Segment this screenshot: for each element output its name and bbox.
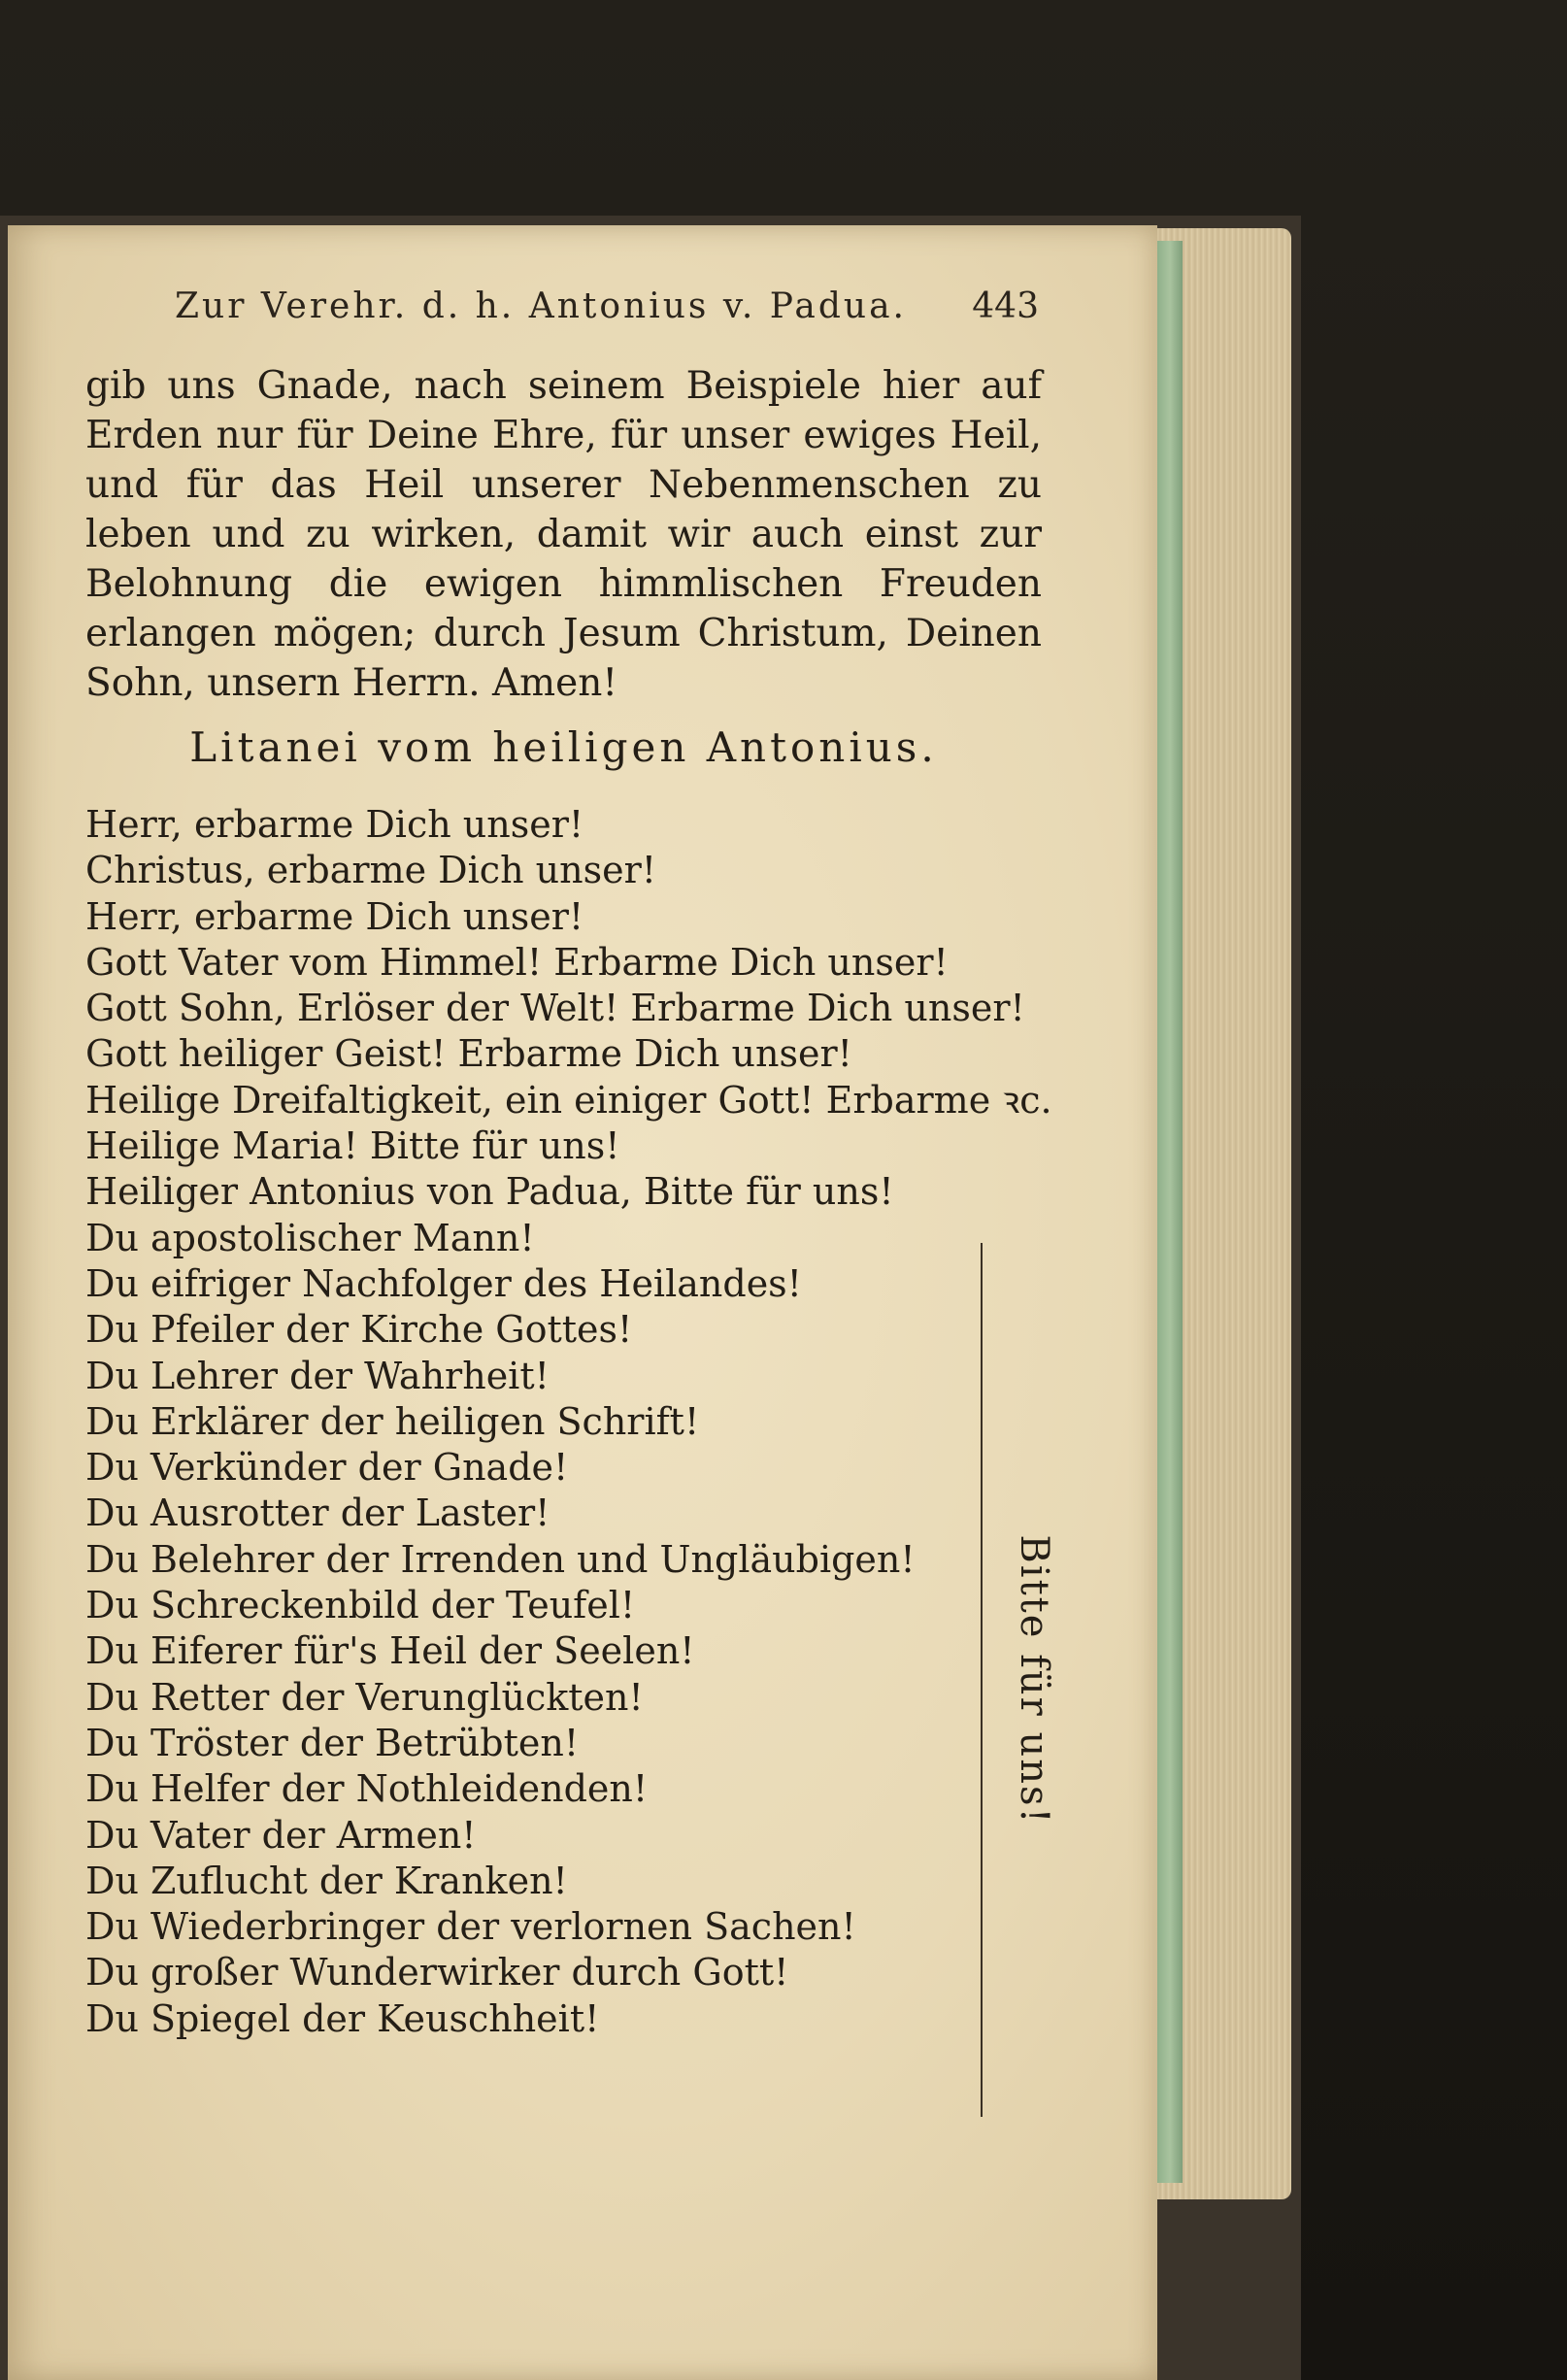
response-bracket bbox=[981, 1243, 983, 2117]
litany-line: Heilige Maria! Bitte für uns! bbox=[85, 1124, 620, 1168]
litany-line: Du Pfeiler der Kirche Gottes! bbox=[85, 1308, 633, 1352]
litany-line: Du Ausrotter der Laster! bbox=[85, 1492, 550, 1535]
prayer-text: gib uns Gnade, nach seinem Beispiele hier auf Erden nur für Deine Ehre, für unser ewiges Heil, und für das Heil unserer Nebenmenschen zu leben und zu wirken, damit wir auch einst zur Belohnung die ewigen himmlischen Freuden erlangen mögen; durch Jesum Christum, Deinen Sohn, unsern Herrn. Amen! bbox=[85, 364, 1042, 705]
litany-line: Du Lehrer der Wahrheit! bbox=[85, 1354, 550, 1397]
running-title: Zur Verehr. d. h. Antonius v. Padua. bbox=[175, 286, 907, 326]
litany-heading: Litanei vom heiligen Antonius. bbox=[189, 723, 938, 771]
litany-list bbox=[85, 802, 1056, 2042]
litany-line: Gott Sohn, Erlöser der Welt! Erbarme Dich unser! bbox=[85, 987, 1025, 1030]
litany-line: Du Spiegel der Keuschheit! bbox=[85, 1996, 600, 2040]
litany-line: Du Erklärer der heiligen Schrift! bbox=[85, 1399, 700, 1443]
litany-line: Du Retter der Verunglückten! bbox=[85, 1675, 644, 1719]
litany-line: Herr, erbarme Dich unser! bbox=[85, 803, 584, 846]
litany-line: Du großer Wunderwirker durch Gott! bbox=[85, 1951, 789, 1995]
litany-line: Gott heiliger Geist! Erbarme Dich unser! bbox=[85, 1032, 852, 1076]
litany-line: Du eifriger Nachfolger des Heilandes! bbox=[85, 1261, 802, 1305]
litany-line: Du Verkünder der Gnade! bbox=[85, 1446, 569, 1490]
litany-response bbox=[1005, 1534, 1063, 1826]
litany-line: Du Zuflucht der Kranken! bbox=[85, 1859, 568, 1902]
litany-line: Du Tröster der Betrübten! bbox=[85, 1721, 580, 1764]
litany-line: Heiliger Antonius von Padua, Bitte für uns! bbox=[85, 1170, 894, 1214]
page-header bbox=[175, 286, 1039, 335]
litany-line: Gott Vater vom Himmel! Erbarme Dich unser! bbox=[85, 940, 949, 984]
prayer-paragraph bbox=[85, 361, 1042, 708]
litany-line: Du Vater der Armen! bbox=[85, 1813, 477, 1857]
litany-line: Du Wiederbringer der verlornen Sachen! bbox=[85, 1905, 856, 1949]
litany-line: Heilige Dreifaltigkeit, ein einiger Gott! Erbarme ꝛc. bbox=[85, 1078, 1052, 1122]
page-number: 443 bbox=[972, 286, 1039, 326]
litany-line: Christus, erbarme Dich unser! bbox=[85, 849, 656, 892]
litany-line: Du apostolischer Mann! bbox=[85, 1216, 535, 1259]
green-page-edge bbox=[1157, 241, 1183, 2183]
litany-line: Herr, erbarme Dich unser! bbox=[85, 894, 584, 938]
litany-line: Du Helfer der Nothleidenden! bbox=[85, 1767, 649, 1811]
response-text: Bitte für uns! bbox=[1012, 1534, 1056, 1826]
litany-line: Du Schreckenbild der Teufel! bbox=[85, 1584, 636, 1627]
litany-line: Du Belehrer der Irrenden und Ungläubigen! bbox=[85, 1537, 916, 1581]
litany-line: Du Eiferer für's Heil der Seelen! bbox=[85, 1629, 695, 1673]
